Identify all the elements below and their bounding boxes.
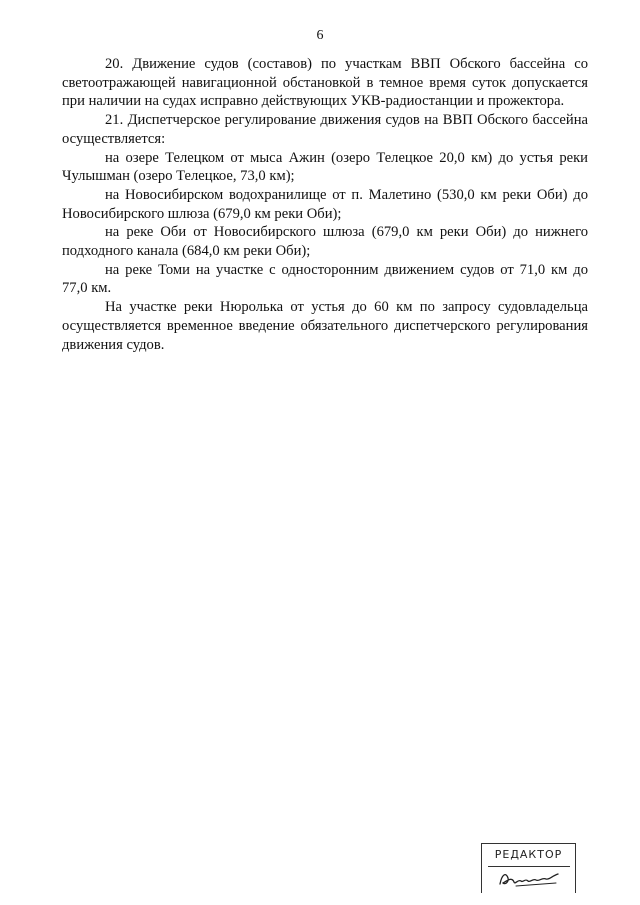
paragraph-21-item-tom-river: на реке Томи на участке с односторонним движением судов от 71,0 км до 77,0 км. xyxy=(62,261,588,297)
paragraph-21-item-novosibirsk-reservoir: на Новосибирском водохранилище от п. Малетино (530,0 км реки Оби) до Новосибирского шлюза (679,0 км реки Оби); xyxy=(62,186,588,222)
signature-icon xyxy=(496,868,564,890)
stamp-divider xyxy=(488,866,570,867)
paragraph-21: 21. Диспетчерское регулирование движения судов на ВВП Обского бассейна осуществляется: xyxy=(62,112,588,147)
paragraph-21-item-ob-river: на реке Оби от Новосибирского шлюза (679,0 км реки Оби) до нижнего подходного канала (684,0 км реки Оби); xyxy=(62,224,588,260)
paragraph-21-item-teletskoye: на озере Телецком от мыса Ажин (озеро Телецкое 20,0 км) до устья реки Чулышман (озеро Телецкое, 73,0 км); xyxy=(62,149,588,185)
editor-stamp xyxy=(481,843,576,893)
stamp-title: РЕДАКТОР xyxy=(494,848,563,861)
document-body xyxy=(62,55,588,354)
page-number: 6 xyxy=(316,28,324,43)
paragraph-nyurolka: На участке реки Нюролька от устья до 60 км по запросу судовладельца осуществляется временное введение обязательного диспетчерского регулирования движения судов. xyxy=(62,299,588,353)
paragraph-20: 20. Движение судов (составов) по участкам ВВП Обского бассейна со светоотражающей навигационной обстановкой в темное время суток допускается при наличии на судах исправно действующих УКВ-радиостанции и прожектора. xyxy=(62,56,588,110)
